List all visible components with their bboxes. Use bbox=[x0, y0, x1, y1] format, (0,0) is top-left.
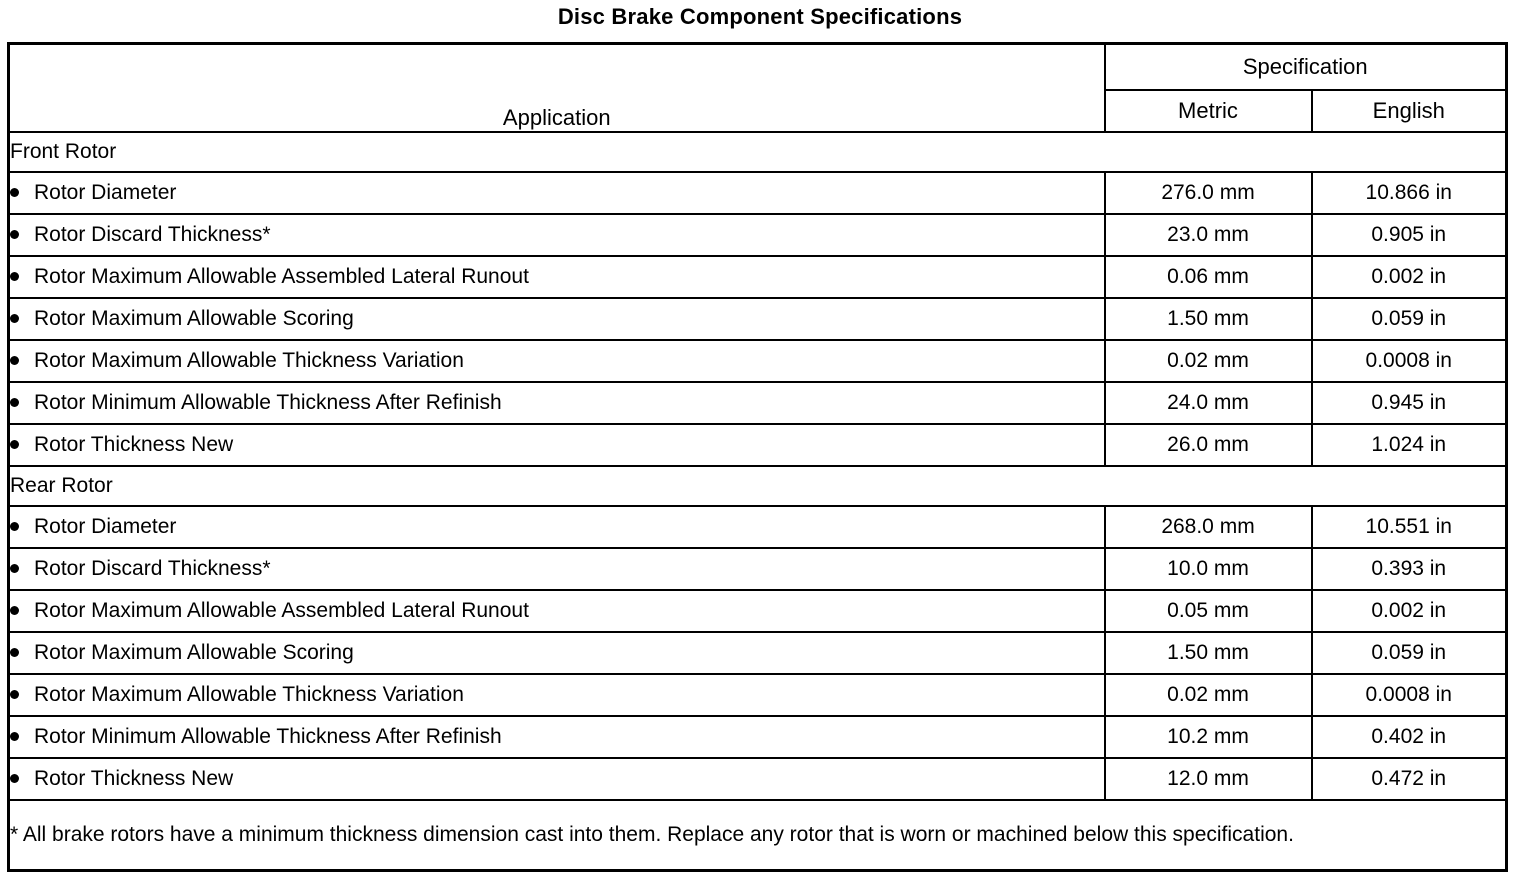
bullet-icon bbox=[10, 606, 19, 615]
english-value: 0.393 in bbox=[1312, 548, 1507, 590]
column-header-specification: Specification bbox=[1105, 44, 1507, 91]
column-header-metric: Metric bbox=[1105, 90, 1312, 132]
metric-value: 1.50 mm bbox=[1105, 298, 1312, 340]
metric-value: 0.05 mm bbox=[1105, 590, 1312, 632]
row-label: Rotor Maximum Allowable Thickness Variation bbox=[34, 349, 464, 372]
table-row bbox=[9, 758, 1507, 800]
table-header-row-1 bbox=[9, 44, 1507, 91]
bullet-icon bbox=[10, 230, 19, 239]
metric-value: 0.06 mm bbox=[1105, 256, 1312, 298]
english-value: 0.002 in bbox=[1312, 590, 1507, 632]
bullet-icon bbox=[10, 732, 19, 741]
row-label: Rotor Thickness New bbox=[34, 433, 234, 456]
section-label: Rear Rotor bbox=[9, 466, 1507, 506]
metric-value: 268.0 mm bbox=[1105, 506, 1312, 548]
metric-value: 26.0 mm bbox=[1105, 424, 1312, 466]
row-label: Rotor Maximum Allowable Assembled Lateral Runout bbox=[34, 265, 529, 288]
english-value: 10.551 in bbox=[1312, 506, 1507, 548]
table-row bbox=[9, 382, 1507, 424]
table-row bbox=[9, 548, 1507, 590]
bullet-icon bbox=[10, 314, 19, 323]
page-title: Disc Brake Component Specifications bbox=[557, 4, 963, 29]
metric-value: 10.2 mm bbox=[1105, 716, 1312, 758]
english-value: 0.905 in bbox=[1312, 214, 1507, 256]
english-value: 0.402 in bbox=[1312, 716, 1507, 758]
column-header-english: English bbox=[1312, 90, 1507, 132]
english-value: 0.945 in bbox=[1312, 382, 1507, 424]
column-header-application: Application bbox=[9, 44, 1105, 133]
row-label: Rotor Discard Thickness* bbox=[34, 557, 271, 580]
metric-value: 0.02 mm bbox=[1105, 340, 1312, 382]
spec-table bbox=[7, 42, 1508, 872]
row-label: Rotor Maximum Allowable Scoring bbox=[34, 307, 354, 330]
section-row-front-rotor bbox=[9, 132, 1507, 172]
row-label: Rotor Minimum Allowable Thickness After Refinish bbox=[34, 725, 502, 748]
table-row bbox=[9, 632, 1507, 674]
english-value: 1.024 in bbox=[1312, 424, 1507, 466]
bullet-icon bbox=[10, 690, 19, 699]
row-label: Rotor Thickness New bbox=[34, 767, 234, 790]
table-row bbox=[9, 716, 1507, 758]
english-value: 0.059 in bbox=[1312, 298, 1507, 340]
footnote-text: * All brake rotors have a minimum thickness dimension cast into them. Replace any rotor that is worn or machined below this specification. bbox=[9, 800, 1507, 871]
row-label: Rotor Minimum Allowable Thickness After Refinish bbox=[34, 391, 502, 414]
bullet-icon bbox=[10, 356, 19, 365]
table-row bbox=[9, 590, 1507, 632]
table-row bbox=[9, 424, 1507, 466]
row-label: Rotor Diameter bbox=[34, 515, 177, 538]
english-value: 0.0008 in bbox=[1312, 674, 1507, 716]
english-value: 0.002 in bbox=[1312, 256, 1507, 298]
bullet-icon bbox=[10, 398, 19, 407]
bullet-icon bbox=[10, 648, 19, 657]
metric-value: 24.0 mm bbox=[1105, 382, 1312, 424]
bullet-icon bbox=[10, 272, 19, 281]
table-row bbox=[9, 172, 1507, 214]
metric-value: 276.0 mm bbox=[1105, 172, 1312, 214]
section-label: Front Rotor bbox=[9, 132, 1507, 172]
bullet-icon bbox=[10, 774, 19, 783]
metric-value: 12.0 mm bbox=[1105, 758, 1312, 800]
english-value: 10.866 in bbox=[1312, 172, 1507, 214]
metric-value: 1.50 mm bbox=[1105, 632, 1312, 674]
row-label: Rotor Maximum Allowable Thickness Variation bbox=[34, 683, 464, 706]
table-row bbox=[9, 674, 1507, 716]
bullet-icon bbox=[10, 188, 19, 197]
english-value: 0.059 in bbox=[1312, 632, 1507, 674]
metric-value: 0.02 mm bbox=[1105, 674, 1312, 716]
section-row-rear-rotor bbox=[9, 466, 1507, 506]
metric-value: 10.0 mm bbox=[1105, 548, 1312, 590]
table-row bbox=[9, 214, 1507, 256]
table-row bbox=[9, 256, 1507, 298]
row-label: Rotor Maximum Allowable Scoring bbox=[34, 641, 354, 664]
bullet-icon bbox=[10, 440, 19, 449]
table-row bbox=[9, 298, 1507, 340]
table-row bbox=[9, 506, 1507, 548]
footnote-row bbox=[9, 800, 1507, 871]
english-value: 0.472 in bbox=[1312, 758, 1507, 800]
bullet-icon bbox=[10, 522, 19, 531]
row-label: Rotor Maximum Allowable Assembled Lateral Runout bbox=[34, 599, 529, 622]
row-label: Rotor Diameter bbox=[34, 181, 177, 204]
table-row bbox=[9, 340, 1507, 382]
bullet-icon bbox=[10, 564, 19, 573]
row-label: Rotor Discard Thickness* bbox=[34, 223, 271, 246]
metric-value: 23.0 mm bbox=[1105, 214, 1312, 256]
english-value: 0.0008 in bbox=[1312, 340, 1507, 382]
